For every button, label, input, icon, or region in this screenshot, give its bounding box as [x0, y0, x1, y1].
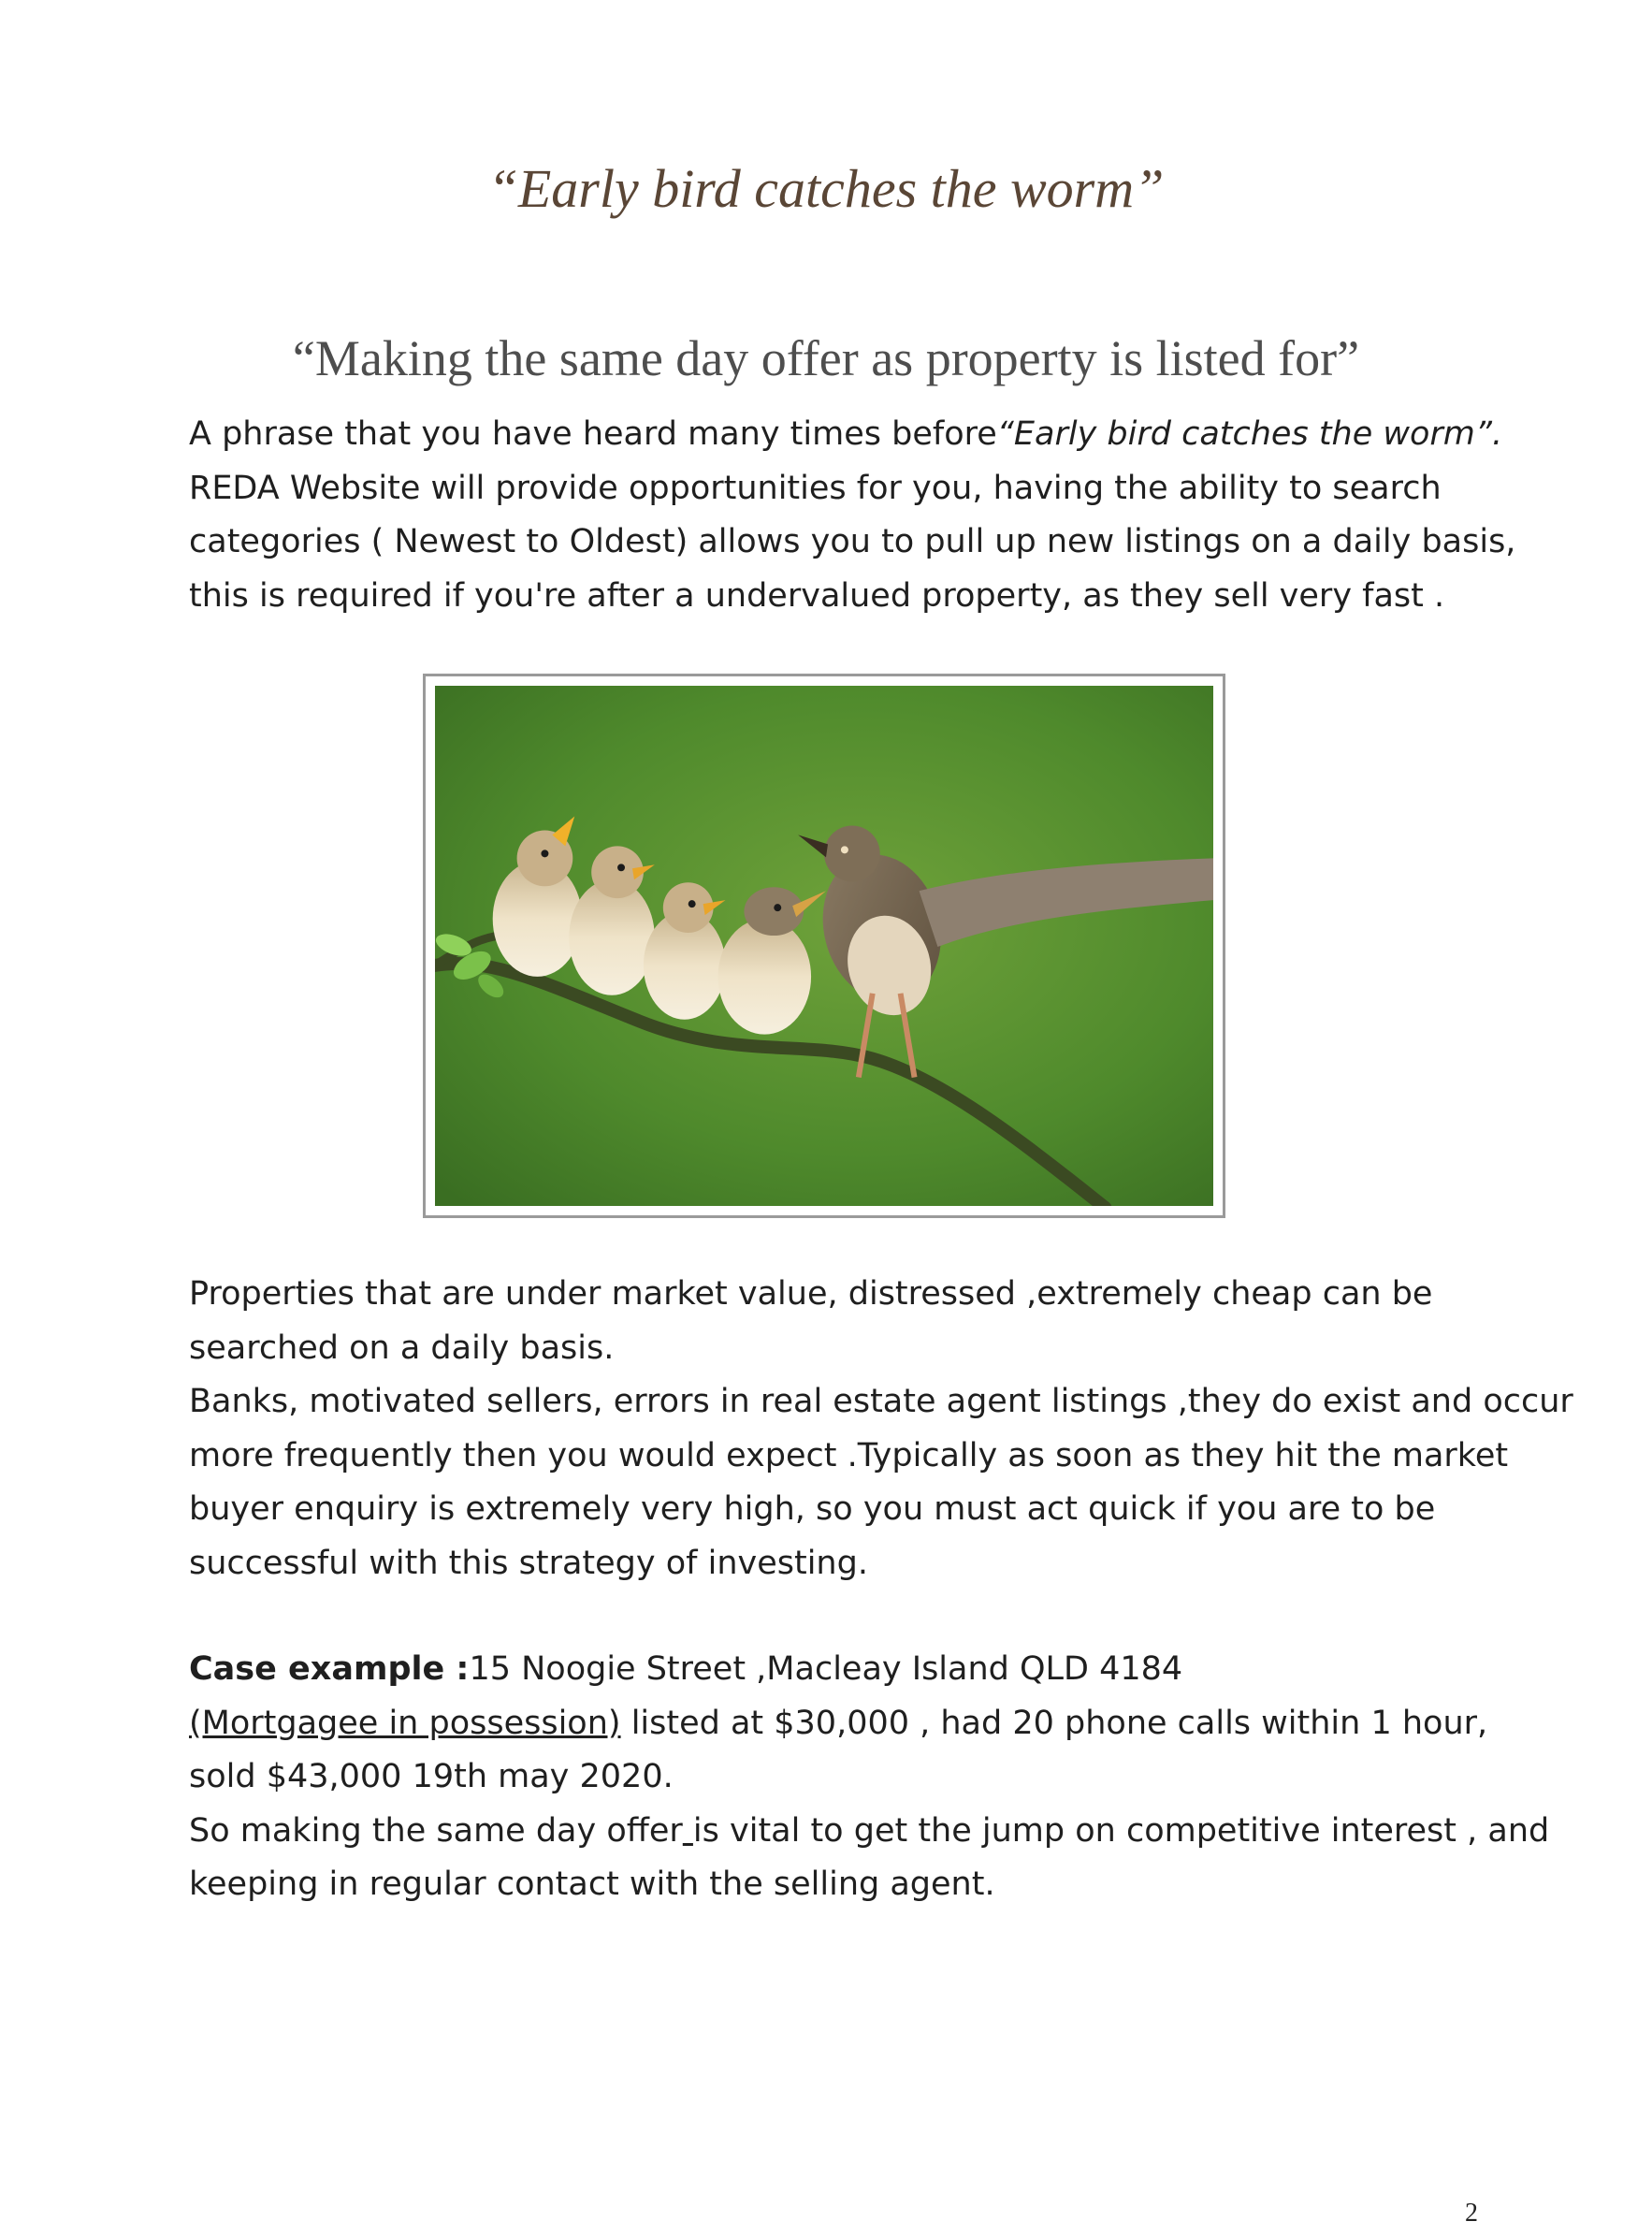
- body-line-1: Properties that are under market value, distressed ,extremely cheap can be: [189, 1275, 1433, 1313]
- intro-quote: “Early bird catches the worm”.: [996, 415, 1503, 453]
- body-line-6: successful with this strategy of investing.: [189, 1544, 868, 1582]
- case-address: 15 Noogie Street ,Macleay Island QLD 4184: [469, 1650, 1183, 1688]
- case-example-label: Case example :: [189, 1650, 470, 1688]
- intro-paragraph: [189, 408, 1516, 623]
- case-line-5: keeping in regular contact with the selling agent.: [189, 1866, 995, 1903]
- body-line-4: more frequently then you would expect .Typically as soon as they hit the market: [189, 1436, 1509, 1474]
- body-line-3: Banks, motivated sellers, errors in real estate agent listings ,they do exist and occur: [189, 1383, 1573, 1420]
- page-subtitle: “Making the same day offer as property is listed for”: [292, 330, 1360, 386]
- case-line-2: (Mortgagee in possession) listed at $30,000 , had 20 phone calls within 1 hour,: [189, 1704, 1488, 1742]
- body-paragraph: [189, 1268, 1573, 1590]
- birds-feeding-photo: [435, 686, 1213, 1206]
- intro-line-4: this is required if you're after a undervalued property, as they sell very fast .: [189, 576, 1445, 615]
- case-line-3: sold $43,000 19th may 2020.: [189, 1758, 674, 1795]
- case-line-4: So making the same day offer is vital to get the jump on competitive interest , and: [189, 1811, 1550, 1850]
- intro-line-2: REDA Website will provide opportunities for you, having the ability to search: [189, 469, 1442, 507]
- page-number: 2: [1465, 2199, 1478, 2228]
- body-line-2: searched on a daily basis.: [189, 1329, 615, 1367]
- case-line-1: [189, 1643, 1499, 1697]
- case-example-paragraph: [189, 1643, 1550, 1912]
- page-title: “Early bird catches the worm”: [487, 158, 1165, 219]
- intro-line-1: A phrase that you have heard many times before“Early bird catches the worm”.: [189, 415, 1503, 453]
- mortgagee-link[interactable]: (Mortgagee in possession): [189, 1704, 621, 1742]
- birds-photo-frame: [423, 674, 1225, 1218]
- body-line-5: buyer enquiry is extremely very high, so you must act quick if you are to be: [189, 1490, 1436, 1528]
- intro-line-3: categories ( Newest to Oldest) allows you to pull up new listings on a daily basis,: [189, 523, 1516, 560]
